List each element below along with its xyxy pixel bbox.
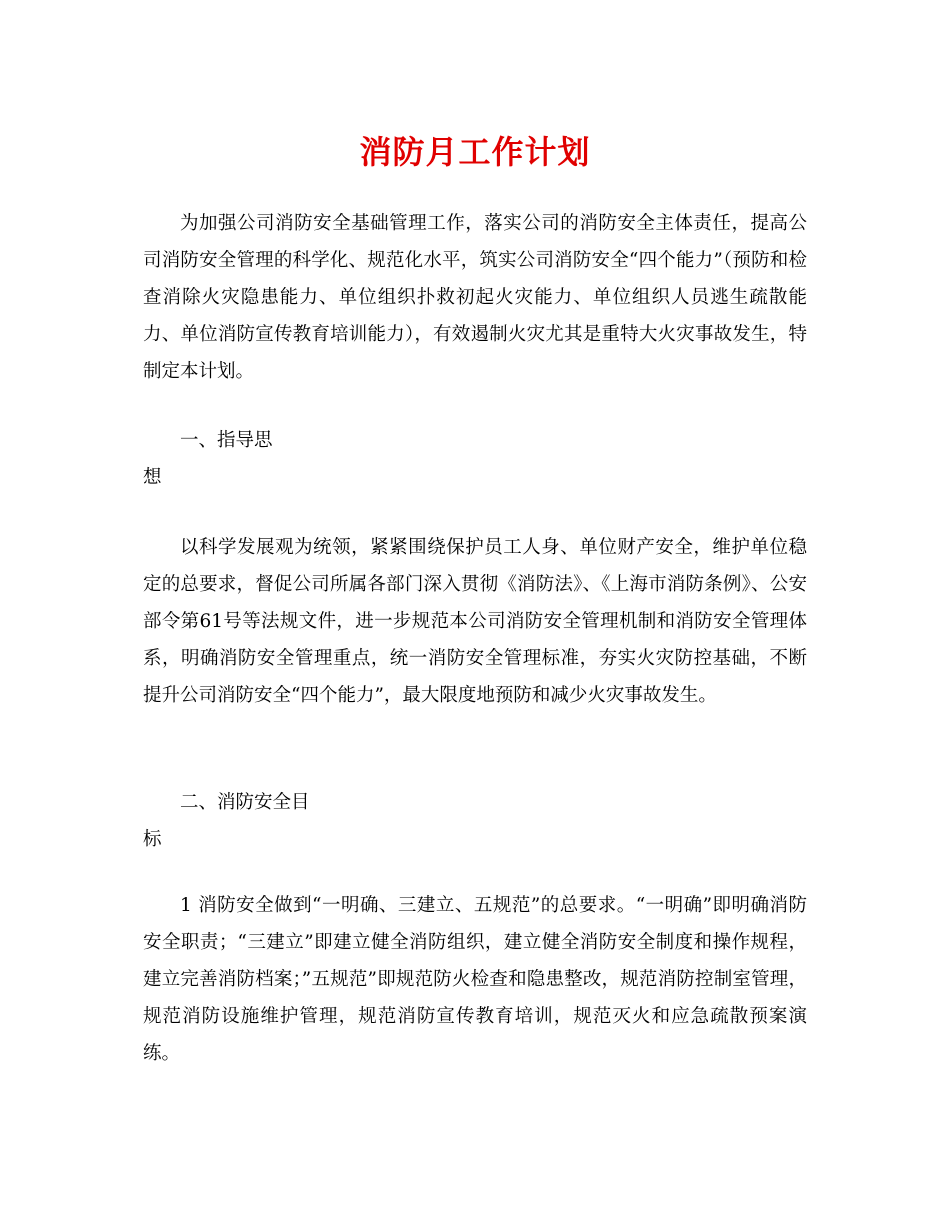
section2-heading <box>143 784 807 858</box>
section1-heading-line1: 一、指导思 <box>180 430 273 451</box>
section1-heading-line2: 想 <box>143 467 162 488</box>
section1-body: 以科学发展观为统领，紧紧围绕保护员工人身、单位财产安全，维护单位稳定的总要求，督促公司所属各部门深入贯彻《消防法》、《上海市消防条例》、公安部令第61号等法规文件，进一步规范本公司消防安全管理机制和消防安全管理体系，明确消防安全管理重点，统一消防安全管理标准，夯实火灾防控基础，不断提升公司消防安全“四个能力”，最大限度地预防和减少火灾事故发生。 <box>143 537 807 706</box>
section2-item1: 1 消防安全做到“一明确、三建立、五规范”的总要求。“一明确”即明确消防安全职责；“三建立”即建立健全消防组织，建立健全消防安全制度和操作规程，建立完善消防档案；”五规范”即规范防火检查和隐患整改，规范消防控制室管理，规范消防设施维护管理，规范消防宣传教育培训，规范灭火和应急疏散预案演练。 <box>143 895 807 1064</box>
section1-heading <box>143 422 807 496</box>
section2-heading-line1: 二、消防安全目 <box>180 792 310 813</box>
section2-heading-line2: 标 <box>143 829 162 850</box>
intro-paragraph: 为加强公司消防安全基础管理工作，落实公司的消防安全主体责任，提高公司消防安全管理的科学化、规范化水平，筑实公司消防安全“四个能力”（预防和检查消除火灾隐患能力、单位组织扑救初起火灾能力、单位组织人员逃生疏散能力、单位消防宣传教育培训能力），有效遏制火灾尤其是重特大火灾事故发生，特制定本计划。 <box>143 213 807 382</box>
page-title: 消防月工作计划 <box>359 133 591 171</box>
